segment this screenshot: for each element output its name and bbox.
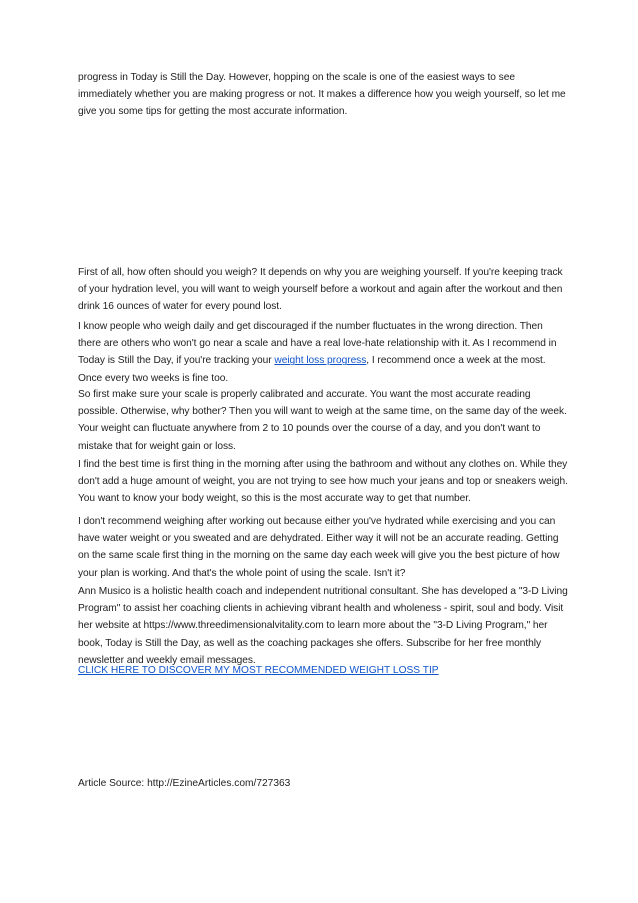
paragraph-how-often: First of all, how often should you weigh? It depends on why you are weighing yourself. If you're keeping track of your hydration level, you will want to weigh yourself before a workout and again after the workout and then drink 16 ounces of water for every pound lost.	[78, 267, 563, 313]
weight-loss-progress-link[interactable]: weight loss progress	[274, 355, 367, 367]
paragraph-author-bio: Ann Musico is a holistic health coach and independent nutritional consultant. She has developed a "3-D Living Program" to assist her coaching clients in achieving vibrant health and wholeness - spirit, soul and body. Visit her website at https://www.threedimensionalvitality.com to learn more about the "3-D Living Program," her book, Today is Still the Day, as well as the coaching packages she offers. Subscribe for her free monthly newsletter and weekly email messages.	[78, 586, 568, 666]
paragraph-weigh-frequency-start: I know people who weigh daily and get discouraged if the number fluctuates in the wrong direction. Then there are others who won't go near a scale and have a real love-hate relationship with it. As I recommend in Today is Still the Day, if you're tracking your	[78, 321, 557, 367]
image-placeholder-top	[78, 126, 568, 266]
paragraph-after-workout: I don't recommend weighing after working out because either you've hydrated while exercising and you can have water weight or you sweated and are dehydrated. Either way it will not be an accurate reading. Getting on the same scale first thing in the morning on the same day each week will give you the best picture of how your plan is working. And that's the whole point of using the scale. Isn't it?	[78, 516, 560, 579]
paragraph-weigh-frequency-end: , I recommend once a week at the most. Once every two weeks is fine too.	[78, 355, 546, 384]
cta-paragraph	[78, 662, 568, 679]
paragraph-best-time: I find the best time is first thing in the morning after using the bathroom and without any clothes on. While they don't add a huge amount of weight, you are not trying to see how much your jeans and top or sneakers weigh. You want to know your body weight, so this is the most accurate way to get that number.	[78, 459, 568, 505]
weight-loss-tip-link[interactable]: CLICK HERE TO DISCOVER MY MOST RECOMMENDED WEIGHT LOSS TIP	[78, 665, 439, 676]
paragraph-weigh-frequency	[78, 318, 568, 387]
article-source: Article Source: http://EzineArticles.com/727363	[78, 778, 291, 789]
intro-paragraph: progress in Today is Still the Day. However, hopping on the scale is one of the easiest ways to see immediately whether you are making progress or not. It makes a difference how you weigh yourself, so let me give you some tips for getting the most accurate information.	[78, 72, 566, 118]
image-placeholder-bottom	[78, 690, 568, 770]
paragraph-calibration: So first make sure your scale is properly calibrated and accurate. You want the most accurate reading possible. Otherwise, why bother? Then you will want to weigh at the same time, on the same day of the week. Your weight can fluctuate anywhere from 2 to 10 pounds over the course of a day, and you don't want to mistake that for weight gain or loss.	[78, 389, 567, 452]
